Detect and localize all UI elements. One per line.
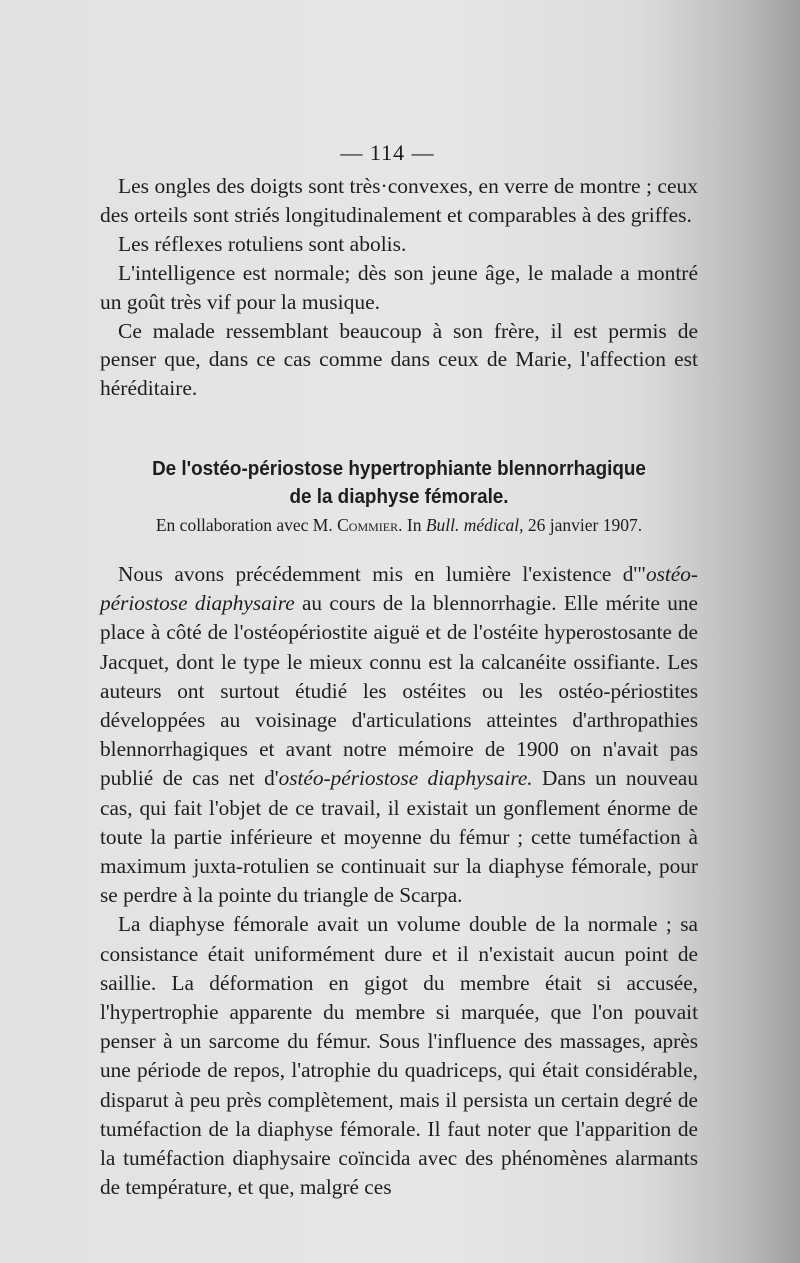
collaboration-note xyxy=(100,515,698,536)
collab-in: . In xyxy=(398,515,422,535)
intro-paragraph: Les réflexes rotuliens sont abolis. xyxy=(118,231,407,256)
article-paragraph-2: La diaphyse fémorale avait un volume double de la normale ; sa consistance était uniformément dure et il n'existait aucun point de saillie. La déformation en gigot du membre était si accusée, l'hypertrophie apparente du membre si marquée, que l'on pouvait penser à un sarcome du fémur. Sous l'influence des massages, après une période de repos, l'atrophie du quadriceps, qui était considérable, disparut à peu près complètement, mais il persista un certain degré de tuméfaction de la diaphyse fémorale. Il faut noter que l'apparition de la tuméfaction diaphysaire coïncida avec des phénomènes alarmants de température, et que, malgré ces xyxy=(100,912,698,1200)
section-title xyxy=(124,455,674,511)
text-run: Nous avons précédemment mis en lumière l'existence d'" xyxy=(118,562,646,586)
section-title-line-1: De l'ostéo-périostose hypertrophiante blennorrhagique xyxy=(152,457,646,480)
italic-term: ostéo-périostose diaphysaire. xyxy=(278,766,533,791)
collab-prefix: En collaboration avec M. xyxy=(155,515,333,535)
collab-journal: Bull. médical, xyxy=(425,515,524,535)
article-text-block xyxy=(100,560,698,1202)
italic-term: ostéo-périostose diaphysaire xyxy=(100,562,698,616)
collab-date: 26 janvier 1907. xyxy=(527,515,643,535)
page-number: — 114 — xyxy=(340,140,435,165)
intro-paragraph: Ce malade ressemblant beaucoup à son frère, il est permis de penser que, dans ce cas comme dans ceux de Marie, l'affection est héréditaire. xyxy=(100,318,698,401)
text-run: au cours de la blennorrhagie. Elle mérite une place à côté de l'ostéopériostite aiguë et de l'ostéite hyperostosante de Jacquet, dont le type le mieux connu est la calcanéite ossifiante. Les auteurs ont surtout étudié les ostéites ou les ostéo-périostites développées au voisinage d'articulations atteintes d'arthropathies blennorrhagiques et avant notre mémoire de 1900 on n'avait pas publié de cas net d' xyxy=(100,591,699,791)
text-run: Dans un nouveau cas, qui fait l'objet de ce travail, il existait un gonflement énorme de toute la partie inférieure et moyenne du fémur ; cette tuméfaction à maximum juxta-rotulien se continuait sur la diaphyse fémorale, pour se perdre à la pointe du triangle de Scarpa. xyxy=(100,766,699,908)
intro-paragraph: L'intelligence est normale; dès son jeune âge, le malade a montré un goût très vif pour la musique. xyxy=(100,260,698,314)
intro-text-block xyxy=(100,172,698,403)
intro-paragraph: Les ongles des doigts sont très·convexes, en verre de montre ; ceux des orteils sont striés longitudinalement et comparables à des griffes. xyxy=(100,174,698,227)
section-title-line-2: de la diaphyse fémorale. xyxy=(289,485,509,508)
collab-name: Commier xyxy=(337,515,399,535)
article-paragraph-1 xyxy=(100,560,698,910)
